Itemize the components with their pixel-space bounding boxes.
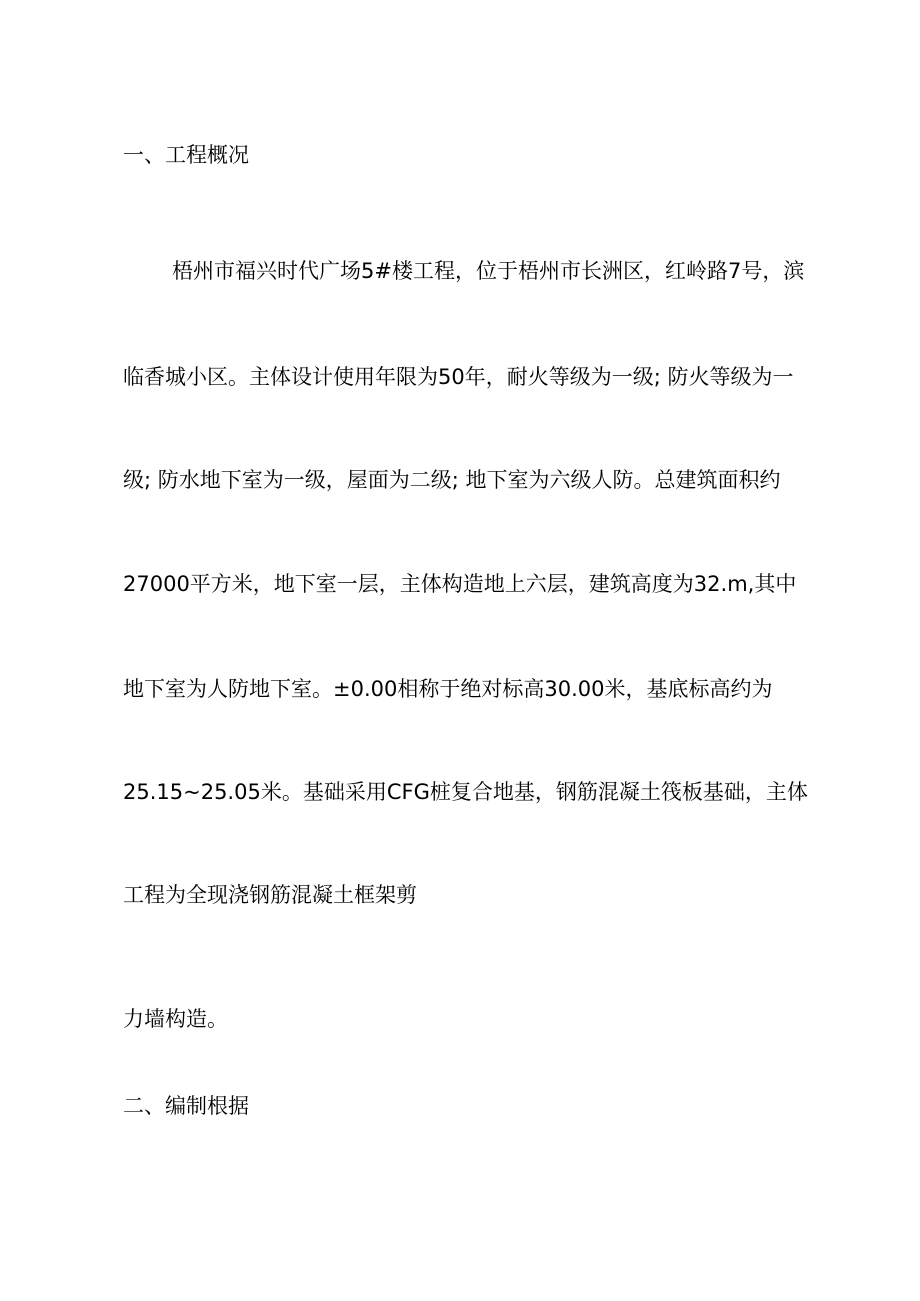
section-heading-overview: 一、工程概况 <box>123 143 249 167</box>
paragraph-line: 地下室为人防地下室。±0.00相称于绝对标高30.00米，基底标高约为 <box>123 677 773 701</box>
paragraph-line: 力墙构造。 <box>123 1007 228 1031</box>
paragraph-line: 临香城小区。主体设计使用年限为50年，耐火等级为一级; 防火等级为一 <box>123 365 794 389</box>
section-heading-basis: 二、编制根据 <box>123 1094 249 1118</box>
paragraph-line: 级; 防水地下室为一级，屋面为二级; 地下室为六级人防。总建筑面积约 <box>123 468 781 492</box>
paragraph-line: 25.15~25.05米。基础采用CFG桩复合地基，钢筋混凝土筏板基础，主体 <box>123 780 808 804</box>
paragraph-line: 梧州市福兴时代广场5#楼工程，位于梧州市长洲区，红岭路7号，滨 <box>172 259 805 283</box>
paragraph-line: 工程为全现浇钢筋混凝土框架剪 <box>123 883 417 907</box>
paragraph-line: 27000平方米，地下室一层，主体构造地上六层，建筑高度为32.m,其中 <box>123 572 797 596</box>
